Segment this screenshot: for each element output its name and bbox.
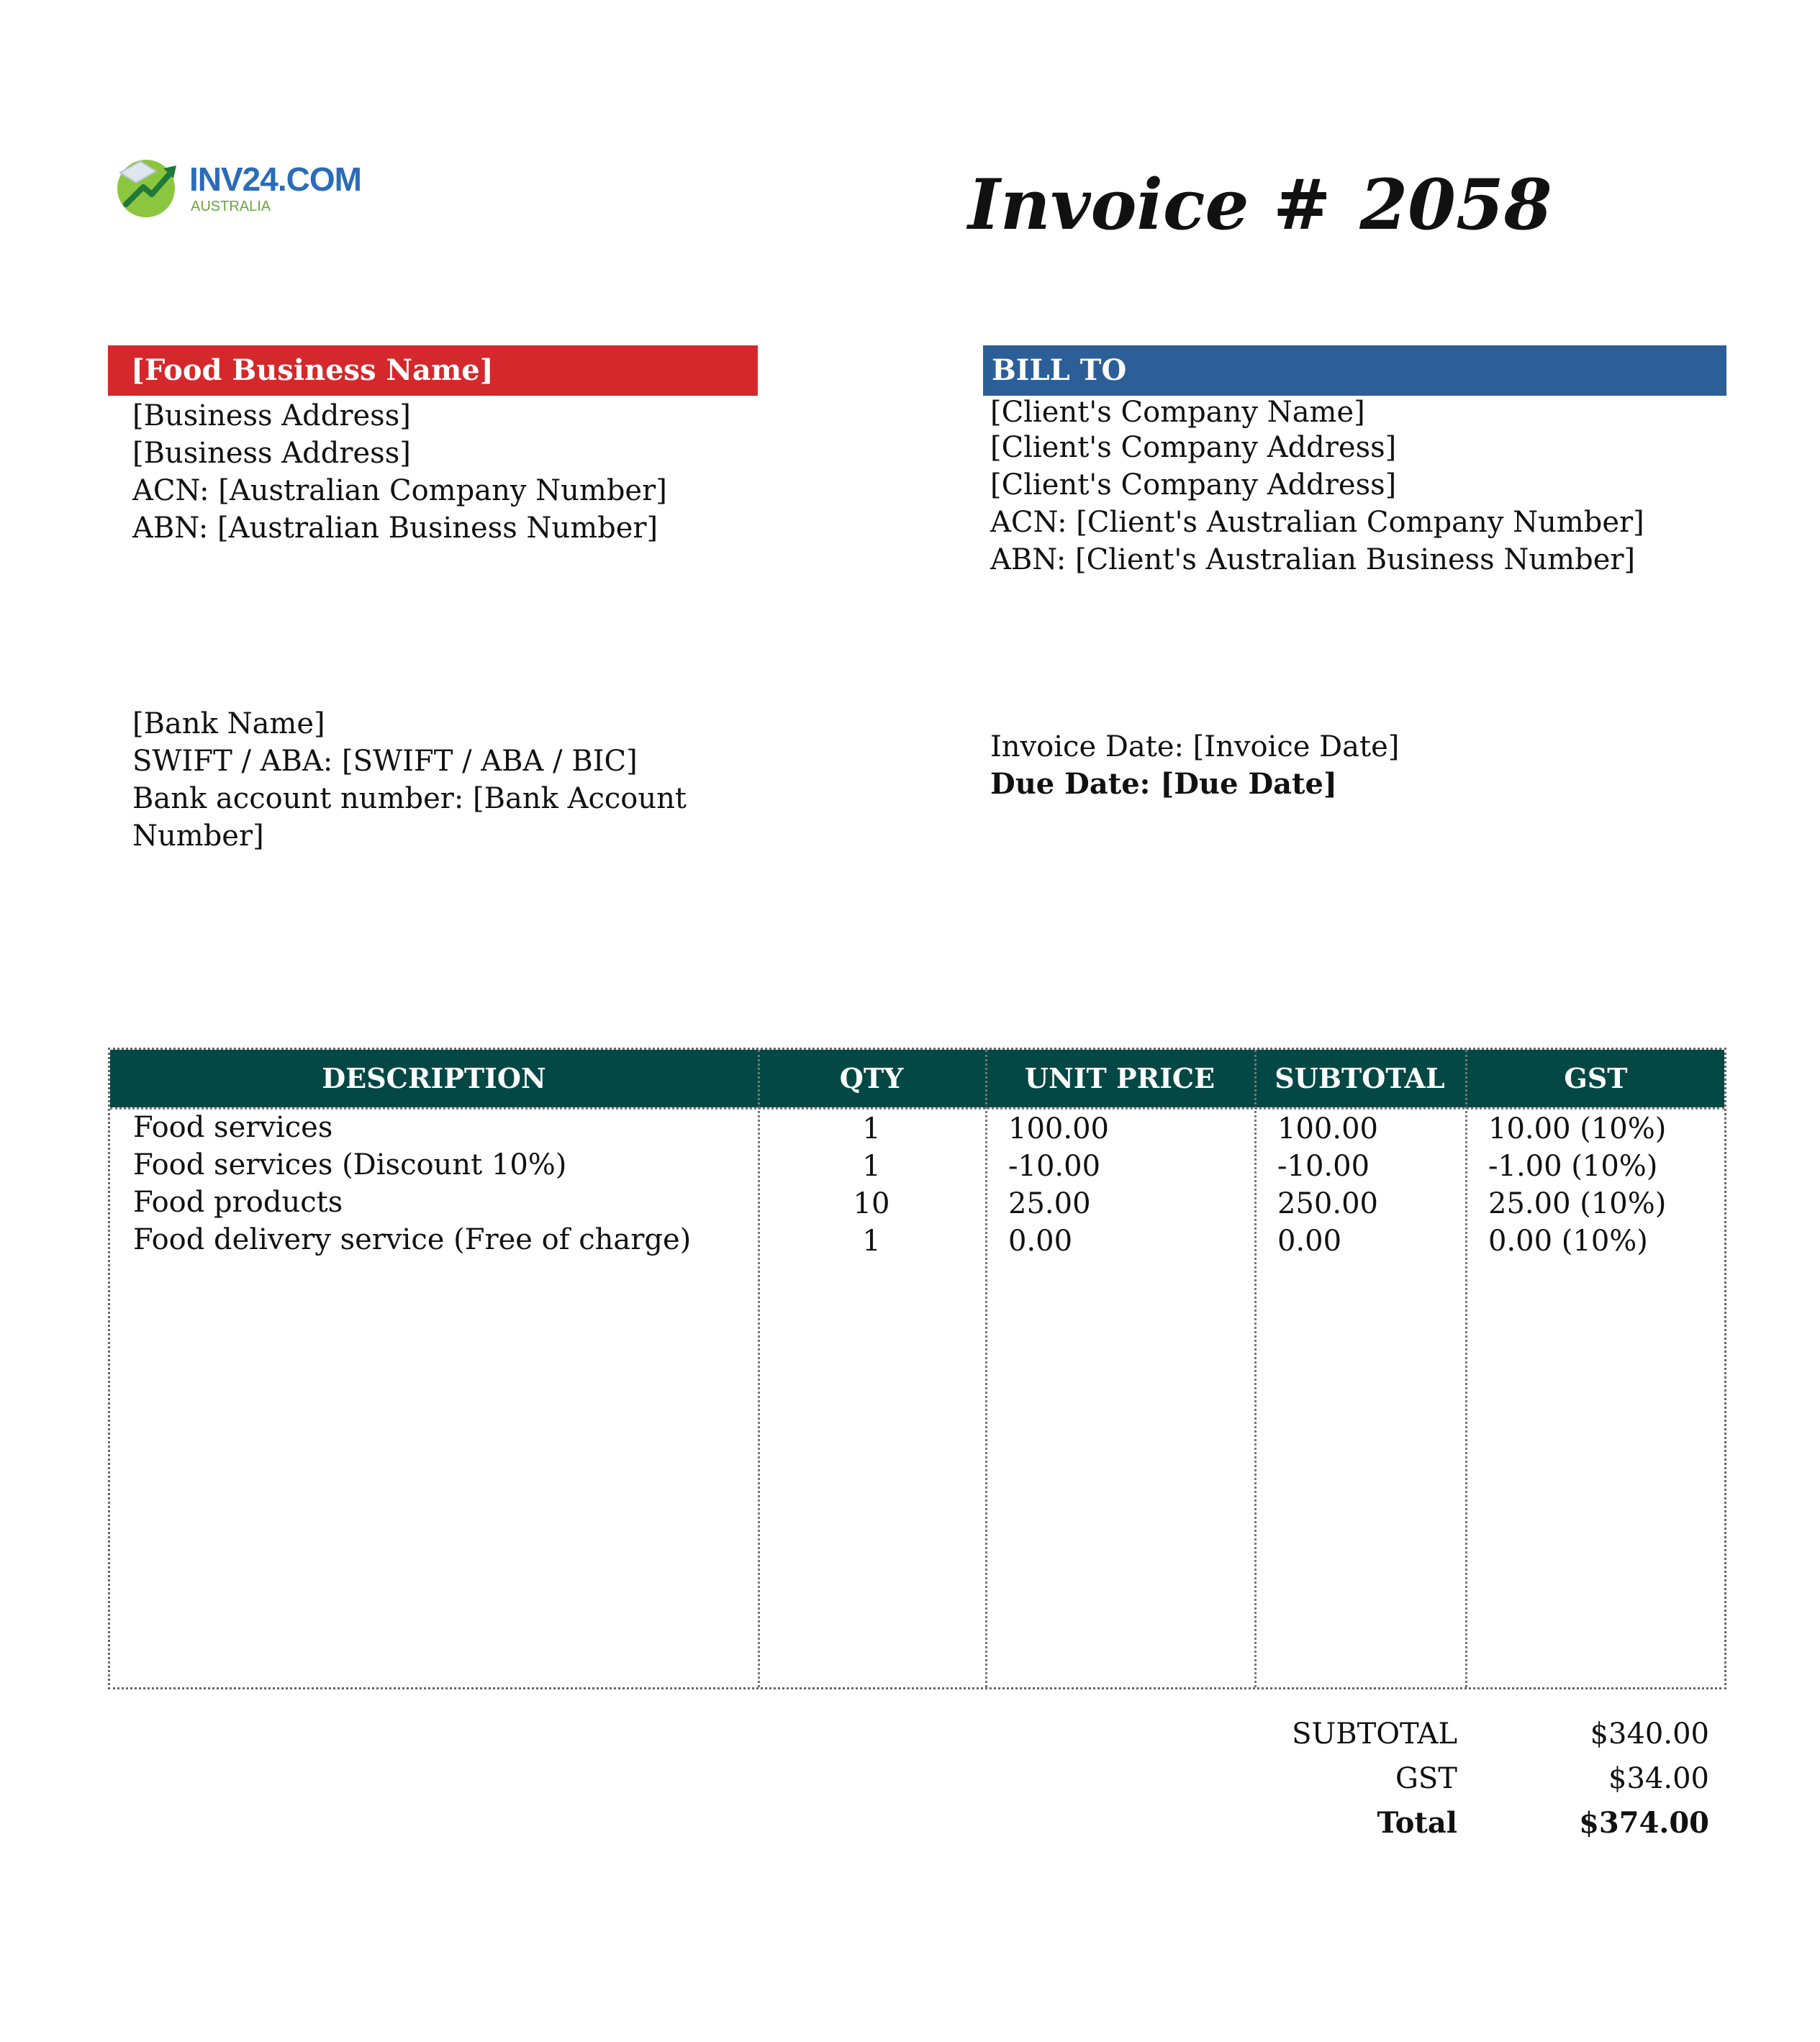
invoice-dates [990,728,1399,803]
row-subtotal: -10.00 [1277,1150,1370,1183]
seller-line: ACN: [Australian Company Number] [132,474,667,507]
row-unit-price: 0.00 [1008,1225,1073,1258]
seller-line: ABN: [Australian Business Number] [132,512,658,545]
row-description: Food services (Discount 10%) [133,1148,567,1181]
bank-line: SWIFT / ABA: [SWIFT / ABA / BIC] [132,745,638,778]
row-subtotal: 250.00 [1277,1187,1378,1220]
bill-to-line: [Client's Company Name] [990,396,1365,429]
row-unit-price: -10.00 [1008,1150,1101,1183]
row-description: Food services [133,1111,333,1144]
bank-line: Number] [132,820,264,853]
bank-line: [Bank Name] [132,707,325,740]
invoice-number: 2058 [1359,164,1552,245]
subtotal-value: $340.00 [1590,1717,1709,1751]
gst-label: GST [1395,1762,1457,1795]
bill-to-details [990,396,1644,578]
row-subtotal: 0.00 [1277,1225,1342,1258]
column-header-subtotal: SUBTOTAL [1275,1062,1445,1094]
header-divider [110,1107,1724,1110]
invoice-title [968,165,1552,245]
bank-line: Bank account number: [Bank Account [132,782,687,815]
row-unit-price: 100.00 [1008,1112,1109,1145]
logo-name: INV24.COM [189,160,361,198]
column-divider [985,1050,987,1687]
row-gst: -1.00 (10%) [1488,1150,1658,1183]
row-qty: 1 [862,1150,881,1183]
bill-to-line: ACN: [Client's Australian Company Number] [990,506,1644,539]
bill-to-line: [Client's Company Address] [990,468,1397,502]
column-divider [1254,1050,1257,1687]
seller-details [132,397,667,547]
row-description: Food products [133,1186,343,1219]
logo-region: AUSTRALIA [191,199,271,214]
row-gst: 10.00 (10%) [1488,1112,1667,1145]
row-qty: 1 [862,1225,881,1258]
invoice-date: Invoice Date: [Invoice Date] [990,730,1400,763]
bill-to-line: ABN: [Client's Australian Business Number] [990,543,1636,576]
row-unit-price: 25.00 [1008,1187,1091,1220]
bill-to-header: BILL TO [983,345,1726,396]
column-header-qty: QTY [839,1062,904,1094]
due-date: Due Date: [Due Date] [990,767,1337,801]
row-gst: 0.00 (10%) [1488,1225,1648,1258]
seller-line: [Business Address] [132,437,411,470]
row-qty: 1 [862,1112,881,1145]
items-table [108,1048,1726,1689]
column-header-gst: GST [1564,1062,1628,1094]
gst-value: $34.00 [1608,1762,1709,1795]
seller-header: [Food Business Name] [108,345,758,396]
row-gst: 25.00 (10%) [1488,1187,1667,1220]
total-label: Total [1377,1806,1457,1840]
bank-details [132,705,687,855]
column-header-description: DESCRIPTION [322,1062,546,1094]
seller-line: [Business Address] [132,399,411,432]
row-qty: 10 [853,1187,890,1220]
row-subtotal: 100.00 [1277,1112,1378,1145]
invoice-title-prefix: Invoice # [968,164,1331,245]
bill-to-line: [Client's Company Address] [990,431,1397,464]
company-logo [112,151,361,223]
logo-icon [112,151,184,223]
column-header-unit-price: UNIT PRICE [1024,1062,1215,1094]
column-divider [1465,1050,1467,1687]
subtotal-label: SUBTOTAL [1292,1717,1457,1751]
total-value: $374.00 [1579,1806,1709,1840]
row-description: Food delivery service (Free of charge) [133,1223,692,1256]
